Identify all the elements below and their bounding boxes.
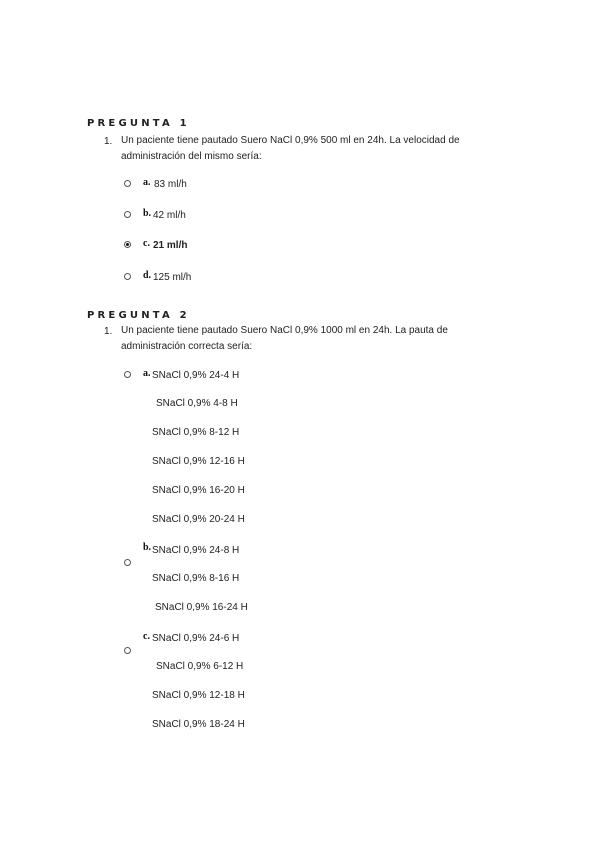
q1-option-c-text: 21 ml/h [153, 240, 188, 251]
q1-option-d-radio[interactable] [124, 273, 131, 280]
q1-option-b-radio[interactable] [124, 211, 131, 218]
q2-option-a-line: SNaCl 0,9% 4-8 H [156, 398, 238, 409]
q2-option-a-radio[interactable] [124, 371, 131, 378]
q2-option-a-line: SNaCl 0,9% 12-16 H [152, 456, 245, 467]
q1-option-c-radio[interactable] [124, 241, 131, 248]
question-1-heading: PREGUNTA 1 [87, 118, 190, 129]
question-2-text: Un paciente tiene pautado Suero NaCl 0,9% 1000 ml en 24h. La pauta de administración correcta sería: [121, 325, 448, 352]
question-1-text: Un paciente tiene pautado Suero NaCl 0,9% 500 ml en 24h. La velocidad de administración del mismo sería: [121, 135, 460, 162]
question-2-number: 1. [104, 326, 113, 337]
q2-option-c-line: SNaCl 0,9% 6-12 H [156, 661, 244, 672]
q1-option-a-letter: a. [143, 177, 151, 188]
q2-option-a-line: SNaCl 0,9% 20-24 H [152, 514, 245, 525]
q2-option-c-radio[interactable] [124, 647, 131, 654]
q1-option-d-text: 125 ml/h [153, 272, 192, 283]
q2-option-c-line: SNaCl 0,9% 24-6 H [152, 633, 240, 644]
q2-option-b-radio[interactable] [124, 559, 131, 566]
q1-option-b-text: 42 ml/h [153, 210, 186, 221]
q2-option-b-line: SNaCl 0,9% 16-24 H [155, 602, 248, 613]
q2-option-c-line: SNaCl 0,9% 12-18 H [152, 690, 245, 701]
q1-option-c-letter: c. [143, 238, 150, 249]
q2-option-b-line: SNaCl 0,9% 24-8 H [152, 545, 240, 556]
q1-option-d-letter: d. [143, 270, 152, 281]
q1-option-a-text: 83 ml/h [154, 179, 187, 190]
question-1-number: 1. [104, 136, 113, 147]
q2-option-b-letter: b. [143, 542, 152, 553]
question-2-heading: PREGUNTA 2 [87, 310, 190, 321]
q2-option-a-line: SNaCl 0,9% 16-20 H [152, 485, 245, 496]
q2-option-b-line: SNaCl 0,9% 8-16 H [152, 573, 240, 584]
q1-option-b-letter: b. [143, 208, 152, 219]
q1-option-a-radio[interactable] [124, 180, 131, 187]
q2-option-a-line: SNaCl 0,9% 8-12 H [152, 427, 240, 438]
q2-option-c-line: SNaCl 0,9% 18-24 H [152, 719, 245, 730]
q2-option-a-letter: a. [143, 368, 151, 379]
q2-option-a-line: SNaCl 0,9% 24-4 H [152, 370, 240, 381]
q2-option-c-letter: c. [143, 631, 150, 642]
